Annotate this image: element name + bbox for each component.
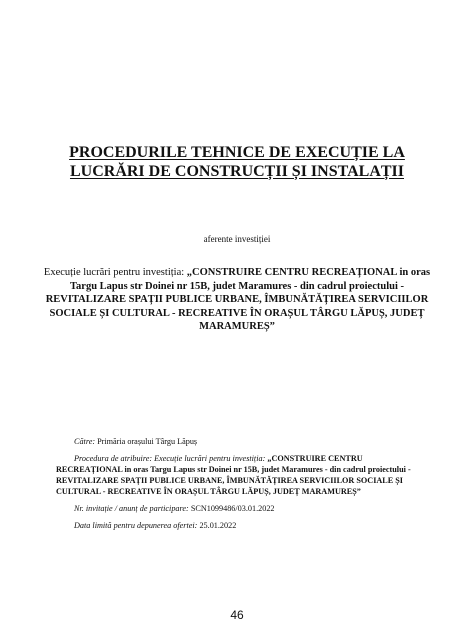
- deadline-label: Data limită pentru depunerea ofertei:: [74, 521, 198, 530]
- invitation-line: [56, 503, 424, 514]
- intro-paragraph: [40, 266, 434, 334]
- title-line-1: PROCEDURILE TEHNICE DE EXECUȚIE LA: [69, 144, 405, 161]
- procedure-line: [56, 453, 424, 497]
- intro-project-name: „CONSTRUIRE CENTRU RECREAȚIONAL in oras Targu Lapus str Doinei nr 15B, judet Maramures - din cadrul proiectului - REVITALIZARE SPAȚII PUBLICE URBANE, ÎMBUNĂTĂȚIREA SERVICIILOR SOCIALE ȘI CULTURAL - RECREATIVE ÎN ORAȘUL TÂRGU LĂPUȘ, JUDEȚ MARAMUREȘ”: [45, 267, 431, 332]
- document-subtitle: aferente investiției: [203, 234, 271, 244]
- title-line-2: LUCRĂRI DE CONSTRUCȚII ȘI INSTALAȚII: [69, 163, 404, 180]
- invitation-value: SCN1099486/03.01.2022: [190, 504, 275, 513]
- recipient-value: Primăria orașului Târgu Lăpuș: [97, 437, 198, 446]
- recipient-label: Către:: [74, 437, 96, 446]
- page-number: 46: [230, 608, 244, 622]
- intro-prefix: Execuție lucrări pentru investiția:: [43, 267, 187, 278]
- details-block: [56, 436, 424, 537]
- deadline-line: [56, 520, 424, 531]
- procedure-value: „CONSTRUIRE CENTRU RECREAȚIONAL in oras Targu Lapus str Doinei nr 15B, judet Maramures - din cadrul proiectului - REVITALIZARE SPAȚII PUBLICE URBANE, ÎMBUNĂTĂȚIREA SERVICIILOR SOCIALE ȘI CULTURAL - RECREATIVE ÎN ORAȘUL TÂRGU LĂPUȘ, JUDEȚ MARAMUREȘ”: [56, 454, 411, 496]
- recipient-line: [56, 436, 424, 447]
- invitation-label: Nr. invitație / anunț de participare:: [74, 504, 189, 513]
- procedure-label: Procedura de atribuire: Execuție lucrări pentru investiția:: [74, 454, 266, 463]
- document-title: [40, 143, 434, 181]
- deadline-value: 25.01.2022: [199, 521, 237, 530]
